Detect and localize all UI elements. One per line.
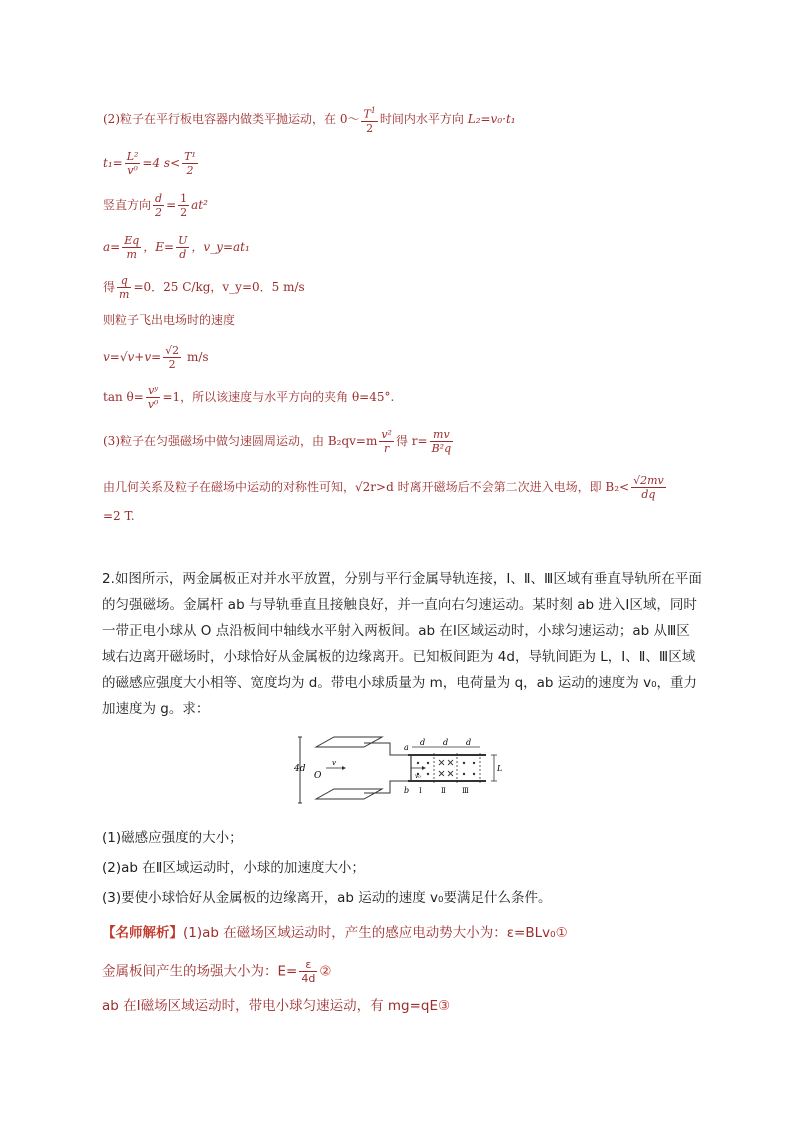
question-3: (3)要使小球恰好从金属板的边缘离开，ab 运动的速度 v₀要满足什么条件。 [102,890,552,906]
equation-mark: ③ [438,998,451,1014]
field-dot [427,773,429,775]
equation: L₂=v₀·t₁ [467,111,516,126]
question-2: (2)ab 在Ⅱ区域运动时，小球的加速度大小； [102,860,365,876]
part3-line3 [103,507,135,525]
text: 金属板间产生的场强大小为：E= [102,963,298,980]
text: r [384,442,390,455]
label-b: b [404,786,410,795]
label-a: a [404,743,409,752]
part2-line7 [103,344,209,371]
text: (2)粒子在平行板电容器内做类平抛运动，在 0～ [103,111,360,126]
text: at² [191,198,208,212]
circuit-diagram [294,733,506,807]
text: ab 在Ⅰ磁场区域运动时，带电小球匀速运动，有 mg=qE [102,998,439,1014]
text: =4 s< [142,156,181,170]
solution-line2 [102,958,331,985]
text: ，v_y=at₁ [191,240,250,254]
part2-line5 [103,274,305,301]
label-d: d [443,738,449,747]
arrow-head [342,766,346,770]
part2-line2 [103,150,200,177]
text: √2 [165,344,180,357]
part2-line6 [103,311,235,329]
text: a= [103,240,121,254]
label-O: O [314,771,322,781]
text: =0．25 C/kg，v_y=0．5 m/s [133,280,305,294]
text: m [126,248,137,261]
text: 2 [155,206,163,219]
text: ，E= [143,240,175,254]
label-v: v [332,759,336,767]
text: 竖直方向 [103,198,152,212]
part3-line2 [103,474,668,501]
equation-mark: ② [319,963,332,980]
label-d: d [466,738,472,747]
part2-line3 [103,192,208,219]
text: 由几何关系及粒子在磁场中运动的对称性可知，√2r>d 时离开磁场后不会第二次进入电场，即 B₂< [103,480,630,494]
text: =1，所以该速度与水平方向的夹角 θ=45°. [162,390,395,404]
text: m [119,288,130,301]
text: ε [299,958,317,972]
text: 2 [168,358,176,371]
text: q [117,274,131,288]
text: (3)粒子在匀强磁场中做匀速圆周运动，由 B₂qv=m [103,434,378,448]
part3-line1 [103,428,455,455]
top-plate [316,737,382,747]
field-dot [427,762,429,764]
field-dot [473,762,475,764]
text: 时间内水平方向 [379,111,468,126]
text: 4d [301,972,316,985]
field-dot [463,762,465,764]
arrow-head [422,766,426,770]
text: Eq [124,234,140,247]
text: B²q [431,442,452,455]
text: 2 [366,121,374,135]
label-d: d [420,738,426,747]
text: d [179,248,187,261]
text: 1 [180,192,188,205]
text: v=√v+v= [103,350,162,364]
text: v² [381,428,392,441]
text: 2 [180,206,188,219]
text: (1)ab 在磁场区域运动时，产生的感应电动势大小为：ε=BLv₀ [183,925,556,941]
label-region-1: Ⅰ [419,787,422,795]
equation-mark: ① [555,925,568,941]
text: vʸ [146,384,161,398]
text: d [155,192,163,205]
label-4d: 4d [294,764,306,774]
field-cross-group [439,760,453,776]
solution-line3 [102,996,450,1016]
text: 则粒子飞出电场时的速度 [103,313,236,327]
part2-line1 [103,104,516,135]
solution-line1 [102,923,568,943]
text: mv [430,428,454,442]
text: t₁= [103,156,123,170]
question-1: (1)磁感应强度的大小； [102,830,243,846]
text: = [166,198,177,212]
part2-line8 [103,384,394,411]
text: 1 [370,106,376,115]
label-L: L [497,764,503,773]
text: dq [641,488,656,501]
text: =2 T. [103,509,135,523]
text: L² [126,150,139,163]
label-v0: v₀ [415,773,421,780]
part2-line4 [103,234,250,261]
bottom-plate [316,789,382,799]
field-dot [473,773,475,775]
text: T [363,107,371,121]
text: v⁰ [147,398,159,411]
field-dot [417,762,419,764]
text: v⁰ [127,164,138,177]
label-region-2: Ⅱ [441,787,446,795]
text: √2mv [633,474,664,487]
solution-tag: 【名师解析】 [102,925,183,941]
text: T¹ [184,150,196,163]
field-dot [463,773,465,775]
wire-top [364,743,408,755]
text: U [178,234,188,247]
text: 2 [186,164,194,177]
text: 得 [103,280,116,294]
label-region-3: Ⅲ [462,787,469,795]
fraction [361,104,377,135]
text: 得 r= [395,434,428,448]
text: m/s [183,350,209,364]
problem-statement: 2.如图所示，两金属板正对并水平放置，分别与平行金属导轨连接，Ⅰ、Ⅱ、Ⅲ区域有垂直导轨所在平面的匀强磁场。金属杆 ab 与导轨垂直且接触良好，并一直向右匀速运动。某时刻 ab 进入Ⅰ区域，同时一带正电小球从 O 点沿板间中轴线水平射入两板间。ab 在Ⅰ区域运动时，小球匀速运动；ab 从Ⅲ区域右边离开磁场时，小球恰好从金属板的边缘离开。已知板间距为 4d，导轨间距为 L，Ⅰ、Ⅱ、Ⅲ区域的磁感应强度大小相等、宽度均为 d。带电小球质量为 m，电荷量为 q，ab 运动的速度为 v₀，重力加速度为 g。求： [102,571,702,717]
text: tan θ= [103,390,144,404]
